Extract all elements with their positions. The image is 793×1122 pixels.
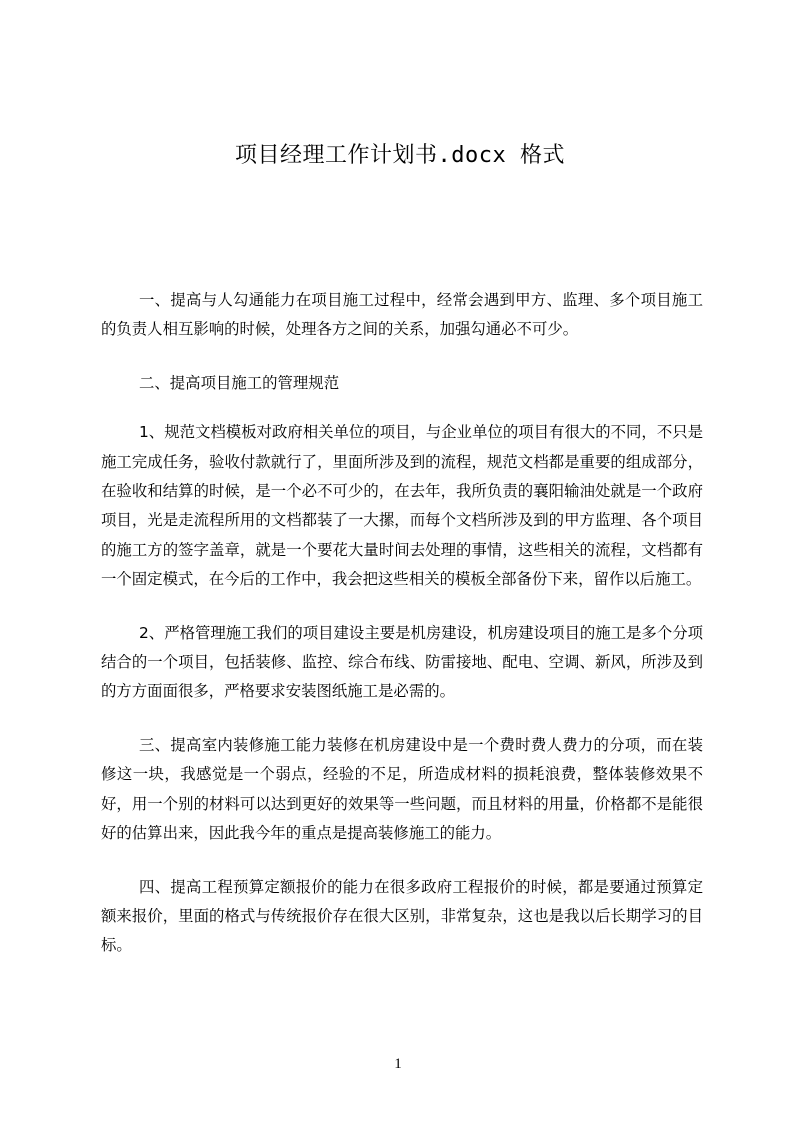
paragraph-budget-quotation: 四、提高工程预算定额报价的能力在很多政府工程报价的时候，都是要通过预算定额来报价，里面的格式与传统报价存在很大区别，非常复杂，这也是我以后长期学习的目标。: [101, 877, 703, 955]
document-body: [101, 286, 703, 985]
paragraph-strict-construction: 2、严格管理施工我们的项目建设主要是机房建设，机房建设项目的施工是多个分项结合的一个项目，包括装修、监控、综合布线、防雷接地、配电、空调、新风，所涉及到的方方面面很多，严格要求安装图纸施工是必需的。: [101, 623, 703, 701]
page-number: 1: [394, 1056, 402, 1072]
paragraph-interior-decoration: 三、提高室内装修施工能力装修在机房建设中是一个费时费人费力的分项，而在装修这一块，我感觉是一个弱点，经验的不足，所造成材料的损耗浪费，整体装修效果不好，用一个别的材料可以达到更好的效果等一些问题，而且材料的用量，价格都不是能很好的估算出来，因此我今年的重点是提高装修施工的能力。: [101, 735, 703, 843]
paragraph-management-heading: 二、提高项目施工的管理规范: [139, 373, 340, 392]
document-title: 项目经理工作计划书.docx 格式: [235, 143, 565, 168]
paragraph-document-templates: 1、规范文档模板对政府相关单位的项目，与企业单位的项目有很大的不同，不只是施工完成任务，验收付款就行了，里面所涉及到的流程，规范文档都是重要的组成部分，在验收和结算的时候，是一个必不可少的，在去年，我所负责的襄阳输油处就是一个政府项目，光是走流程所用的文档都装了一大摞，而每个文档所涉及到的甲方监理、各个项目的施工方的签字盖章，就是一个要花大量时间去处理的事情，这些相关的流程，文档都有一个固定模式，在今后的工作中，我会把这些相关的模板全部备份下来，留作以后施工。: [101, 423, 703, 589]
paragraph-communication: 一、提高与人勾通能力在项目施工过程中，经常会遇到甲方、监理、多个项目施工的负责人相互影响的时候，处理各方之间的关系，加强勾通必不可少。: [101, 291, 703, 339]
